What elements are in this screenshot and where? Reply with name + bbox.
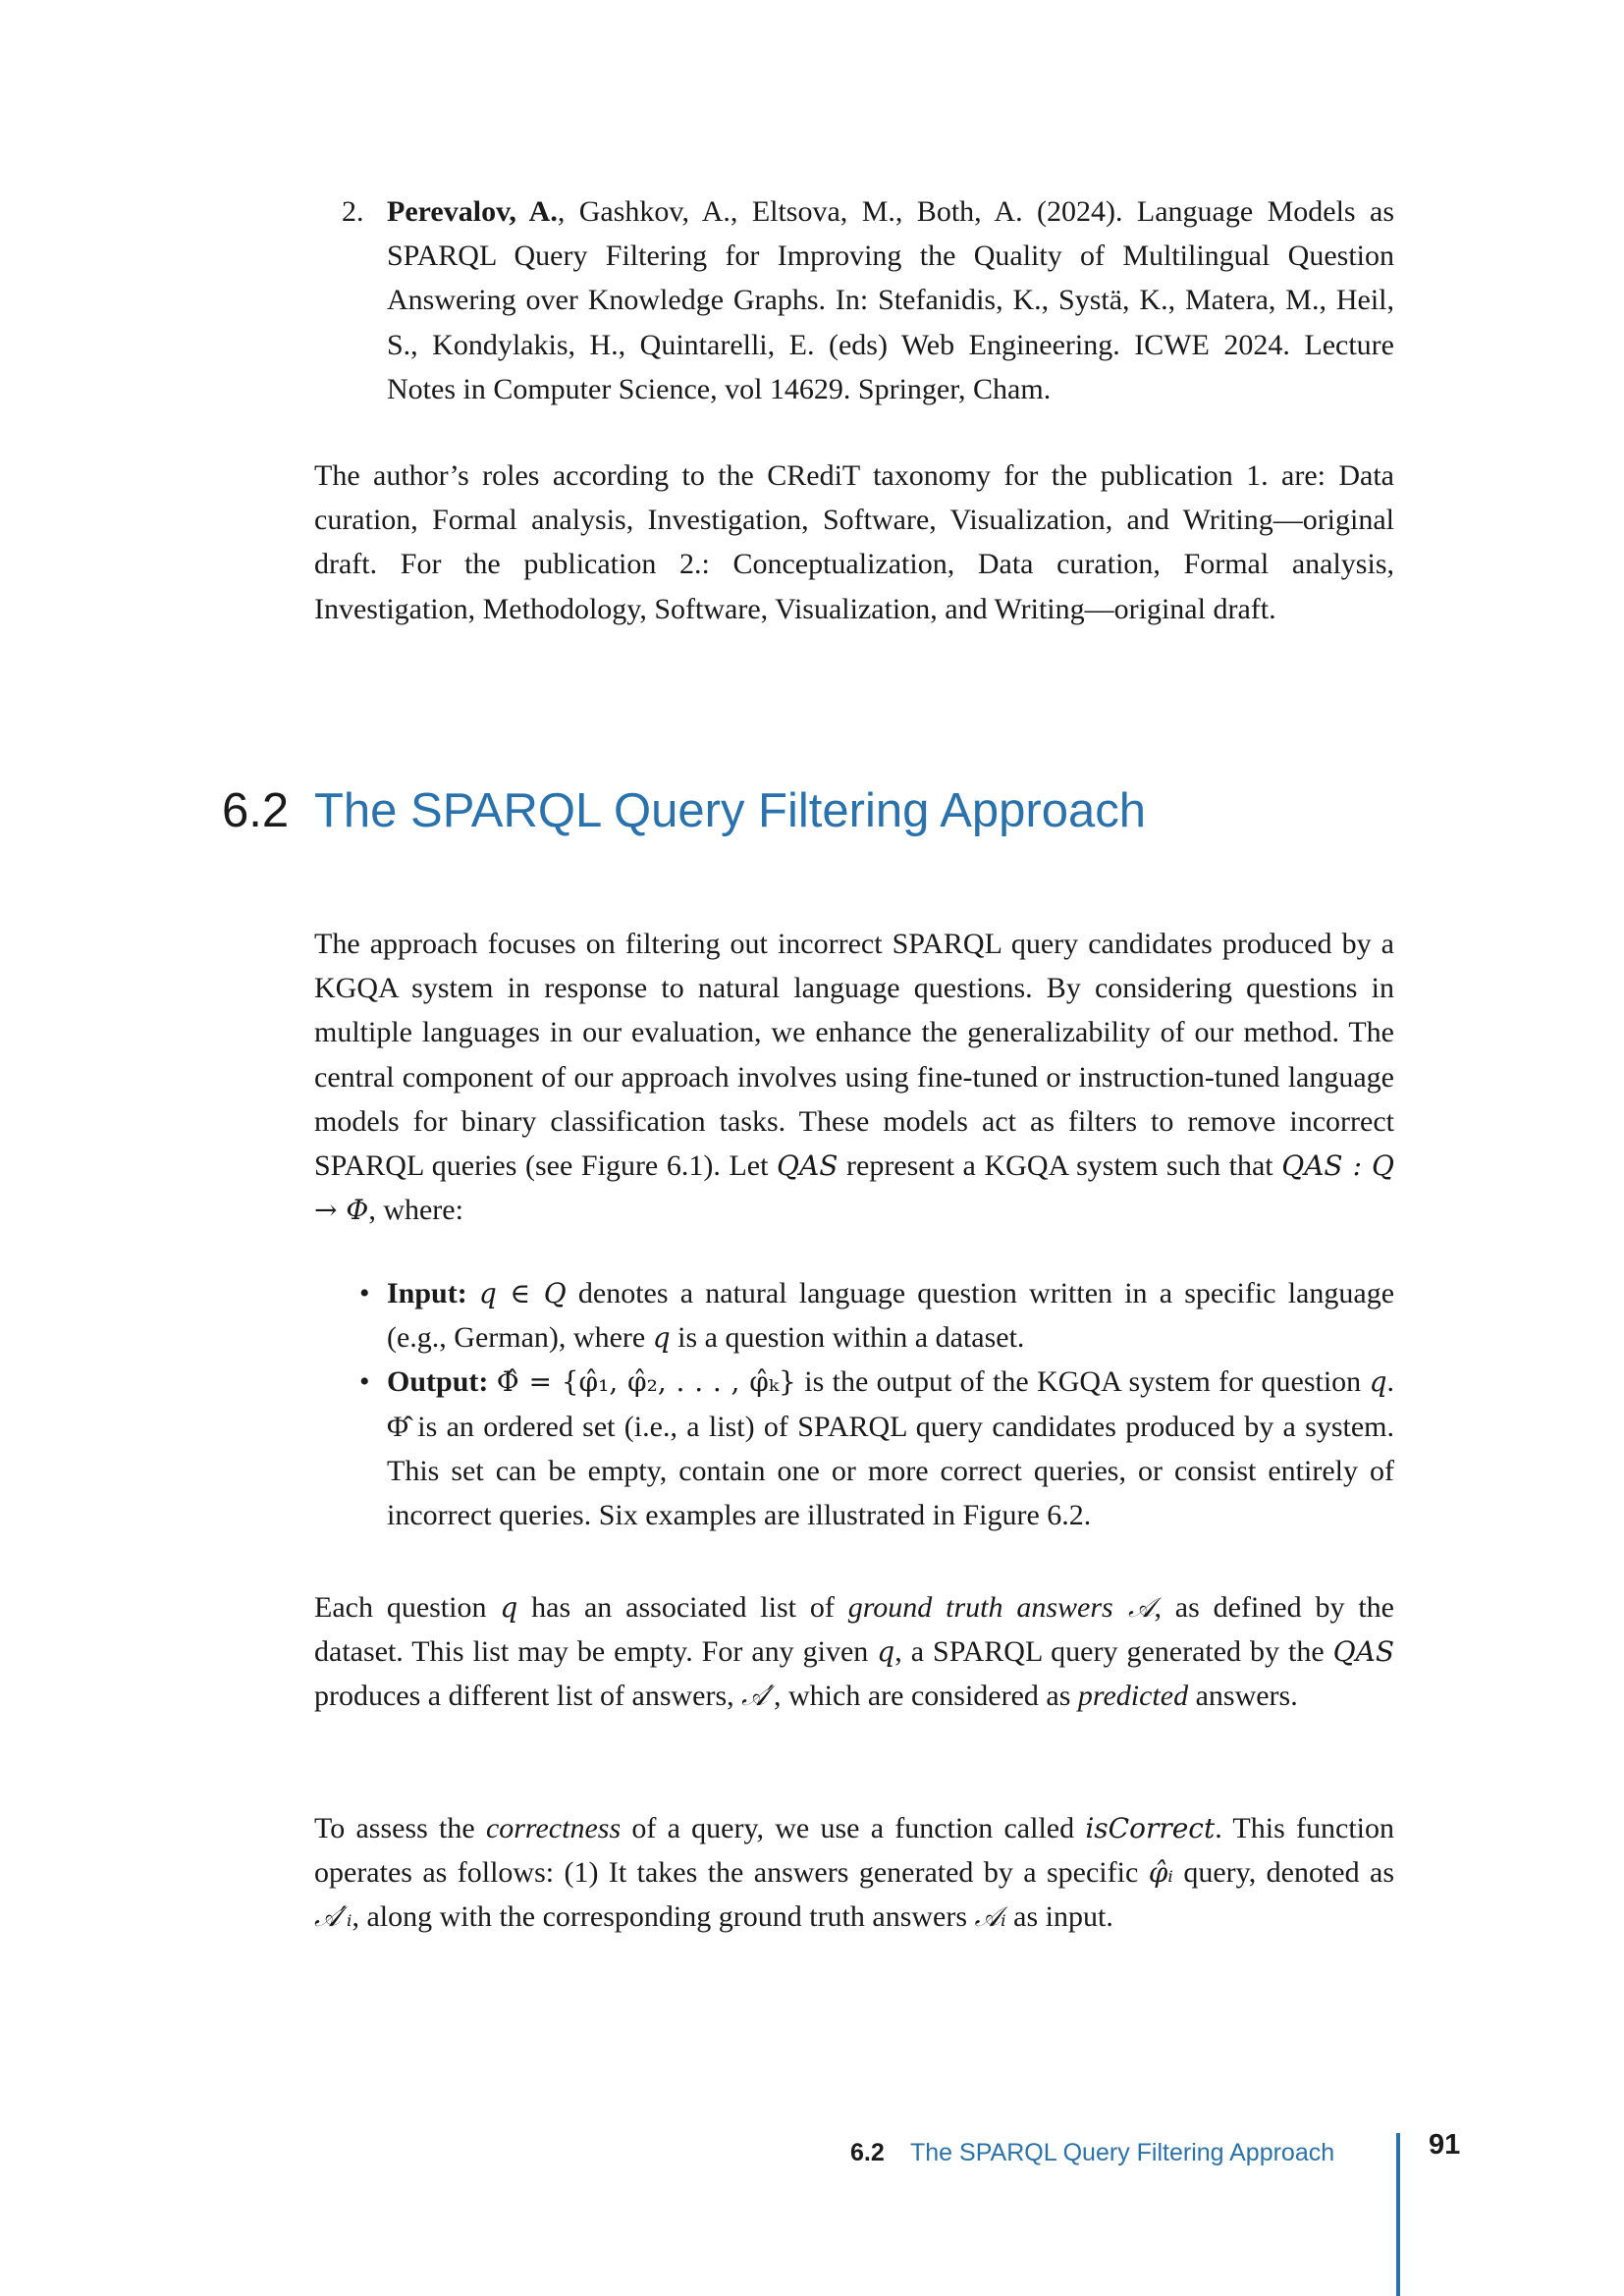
- output-label: Output:: [387, 1365, 489, 1399]
- approach-end-text: , where:: [368, 1194, 463, 1227]
- math-A: 𝒜: [1112, 1591, 1155, 1624]
- correctness-text-1: To assess the: [314, 1812, 486, 1844]
- footer-section-number: 6.2: [850, 2139, 885, 2166]
- footer-rule: [1396, 2133, 1400, 2296]
- math-A-i: 𝒜ᵢ: [974, 1900, 1006, 1934]
- math-q-2: q: [877, 1635, 895, 1669]
- page-footer: [0, 2133, 1624, 2172]
- answers-text-1: Each question: [314, 1591, 501, 1624]
- output-math: Φ̂ = {φ̂₁, φ̂₂, . . . , φ̂ₖ}: [496, 1365, 796, 1399]
- correctness-paragraph: [314, 1806, 1394, 1940]
- input-text: denotes a natural language question written in a specific language (e.g., German), where: [387, 1277, 1395, 1355]
- bullet-icon: •: [359, 1277, 370, 1309]
- answers-text-4: , a SPARQL query generated by the: [894, 1635, 1333, 1669]
- emphasis-correctness: correctness: [485, 1812, 622, 1844]
- approach-text: The approach focuses on filtering out incorrect SPARQL query candidates produced by a KGQA system in response to natural language questions. By considering questions in multiple languages in our evaluation, we enhance the generalizability of our method. The central component of our approach involves using fine-tuned or instruction-tuned language models for binary classification tasks. These models act as filters to remove incorrect SPARQL queries (see Figure 6.1). Let: [314, 928, 1394, 1183]
- math-q: q: [500, 1591, 518, 1624]
- correctness-text-2: of a query, we use a function called: [621, 1812, 1086, 1844]
- correctness-text-5: , along with the corresponding ground truth answers: [352, 1900, 975, 1934]
- answers-text-3: , as defined by the dataset. This list may be empty. For any given: [314, 1591, 1394, 1669]
- approach-mid-text: represent a KGQA system such that: [838, 1149, 1282, 1183]
- list-item-output: [314, 1360, 1394, 1537]
- input-label: Input:: [387, 1277, 467, 1309]
- answers-text-2: has an associated list of: [517, 1591, 848, 1624]
- qas-symbol: QAS: [777, 1149, 839, 1183]
- reference-item: [314, 189, 1394, 411]
- output-math-q: q: [1369, 1365, 1387, 1399]
- reference-text: [387, 189, 1394, 411]
- input-text-end: is a question within a dataset.: [670, 1321, 1025, 1355]
- correctness-text-4: query, denoted as: [1172, 1856, 1394, 1890]
- qas-mapping: QAS : Q → Φ: [314, 1149, 1394, 1227]
- input-math-q: q: [652, 1321, 671, 1355]
- section-number: 6.2: [222, 784, 290, 837]
- page-number: 91: [1429, 2129, 1461, 2161]
- approach-paragraph: [314, 922, 1394, 1232]
- math-iscorrect: isCorrect: [1085, 1812, 1216, 1844]
- correctness-text-6: as input.: [1005, 1900, 1113, 1934]
- math-qas: QAS: [1332, 1635, 1394, 1669]
- reference-author: Perevalov, A.: [387, 195, 558, 228]
- section-heading: [222, 781, 1146, 840]
- math-A-prime-i: 𝒜′ᵢ: [314, 1900, 352, 1934]
- list-item-input: [314, 1271, 1394, 1360]
- reference-number: 2.: [342, 195, 364, 228]
- emphasis-predicted: predicted: [1077, 1680, 1189, 1713]
- bullet-icon: •: [359, 1365, 370, 1399]
- output-text: is the output of the KGQA system for question: [795, 1365, 1370, 1399]
- section-title: The SPARQL Query Filtering Approach: [314, 784, 1146, 837]
- math-phi-i: φ̂ᵢ: [1148, 1856, 1173, 1890]
- input-math: q ∈ Q: [478, 1277, 567, 1309]
- correctness-text-3: . This function operates as follows: (1) It takes the answers generated by a specific: [314, 1812, 1394, 1890]
- reference-citation: , Gashkov, A., Eltsova, M., Both, A. (2024). Language Models as SPARQL Query Filtering for Improving the Quality of Multilingual Question Answering over Knowledge Graphs. In: Stefanidis, K., Systä, K., Matera, M., Heil, S., Kondylakis, H., Quintarelli, E. (eds) Web Engineering. ICWE 2024. Lecture Notes in Computer Science, vol 14629. Springer, Cham.: [387, 195, 1394, 405]
- answers-paragraph: [314, 1585, 1394, 1719]
- math-A-prime: 𝒜′: [741, 1680, 775, 1713]
- answers-text-5: produces a different list of answers,: [314, 1680, 742, 1713]
- output-text-end: . Φ̂ is an ordered set (i.e., a list) of SPARQL query candidates produced by a system. This set can be empty, contain one or more correct queries, or consist entirely of incorrect queries. Six examples are illustrated in Figure 6.2.: [387, 1365, 1394, 1532]
- emphasis-ground-truth: ground truth answers: [847, 1591, 1113, 1624]
- answers-text-7: answers.: [1188, 1680, 1298, 1713]
- answers-text-6: , which are considered as: [774, 1680, 1078, 1713]
- footer-section-title: The SPARQL Query Filtering Approach: [910, 2139, 1335, 2166]
- definition-list: [314, 1271, 1394, 1537]
- roles-paragraph: The author’s roles according to the CRediT taxonomy for the publication 1. are: Data curation, Formal analysis, Investigation, Software, Visualization, and Writing—original draft. For the publication 2.: Conceptualization, Data curation, Formal analysis, Investigation, Methodology, Software, Visualization, and Writing—original draft.: [314, 459, 1394, 625]
